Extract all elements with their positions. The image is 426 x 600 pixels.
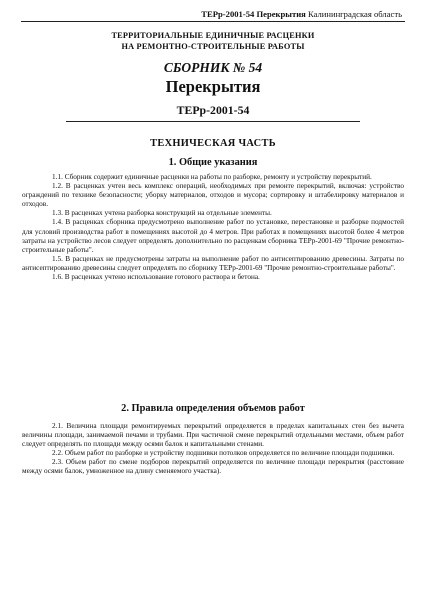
part-title: ТЕХНИЧЕСКАЯ ЧАСТЬ (150, 138, 276, 149)
section-1-title: 1. Общие указания (168, 157, 258, 168)
running-header-region: Калининградская область (307, 9, 402, 19)
section-2-body (22, 422, 404, 477)
document-code: ТЕРр-2001-54 (176, 103, 250, 117)
paragraph-1-2: 1.2. В расценках учтен весь комплекс операций, необходимых при ремонте перекрытий, включая: устройство ограждений по технике безопасности; уборку материалов, отходов и мусора; сортировку и штабелировку материалов и отходов. (22, 182, 404, 209)
running-header (201, 9, 402, 19)
header-rule (21, 21, 405, 22)
document-title: Перекрытия (165, 77, 261, 96)
agency-line-1: ТЕРРИТОРИАЛЬНЫЕ ЕДИНИЧНЫЕ РАСЦЕНКИ (111, 31, 315, 40)
agency-heading (0, 30, 426, 52)
paragraph-1-1: 1.1. Сборник содержит единичные расценки на работы по разборке, ремонту и устройству перекрытий. (52, 173, 372, 181)
paragraph-1-5: 1.5. В расценках не предусмотрены затраты на выполнение работ по антисептированию древесины. Затраты по антисептированию древесины следует определять по сборнику ТЕРр-2001-69 "Прочие ремонтно-строительные работы". (22, 254, 404, 272)
running-header-doc-ref: ТЕРр-2001-54 Перекрытия (201, 9, 306, 19)
collection-number: СБОРНИК № 54 (163, 60, 263, 75)
paragraph-2-1: 2.1. Величина площади ремонтируемых перекрытий определяется в пределах капитальных стен без вычета величины площади, занимаемой печами и трубами. При частичной смене перекрытий отдельными местами, объем работ следует определять по площади между осями балок и капитальными стенами. (22, 422, 404, 449)
section-2-title: 2. Правила определения объемов работ (121, 403, 305, 414)
paragraph-1-4: 1.4. В расценках сборника предусмотрено выполнение работ по установке, перестановке и разборке подмостей для условий производства работ в помещениях высотой до 4 метров. При работах в помещениях высотой более 4 метров затраты на устройство лесов следует определять дополнительно по расценкам сборника ТЕРр-2001-69 "Прочие ремонтно-строительные работы". (22, 218, 404, 254)
section-1-body (22, 173, 404, 282)
agency-line-2: НА РЕМОНТНО-СТРОИТЕЛЬНЫЕ РАБОТЫ (121, 42, 305, 51)
paragraph-2-3: 2.3. Объем работ по смене подборов перекрытий определяется по величине площади перекрытия (расстояние между осями балок, умноженное на длину сменяемого участка). (22, 458, 404, 476)
title-rule (66, 121, 360, 122)
paragraph-2-2: 2.2. Объем работ по разборке и устройству подшивки потолков определяется по величине площади подшивки. (52, 449, 395, 458)
paragraph-1-6: 1.6. В расценках учтено использование готового раствора и бетона. (52, 273, 260, 282)
paragraph-1-3: 1.3. В расценках учтена разборка конструкций на отдельные элементы. (52, 209, 272, 218)
